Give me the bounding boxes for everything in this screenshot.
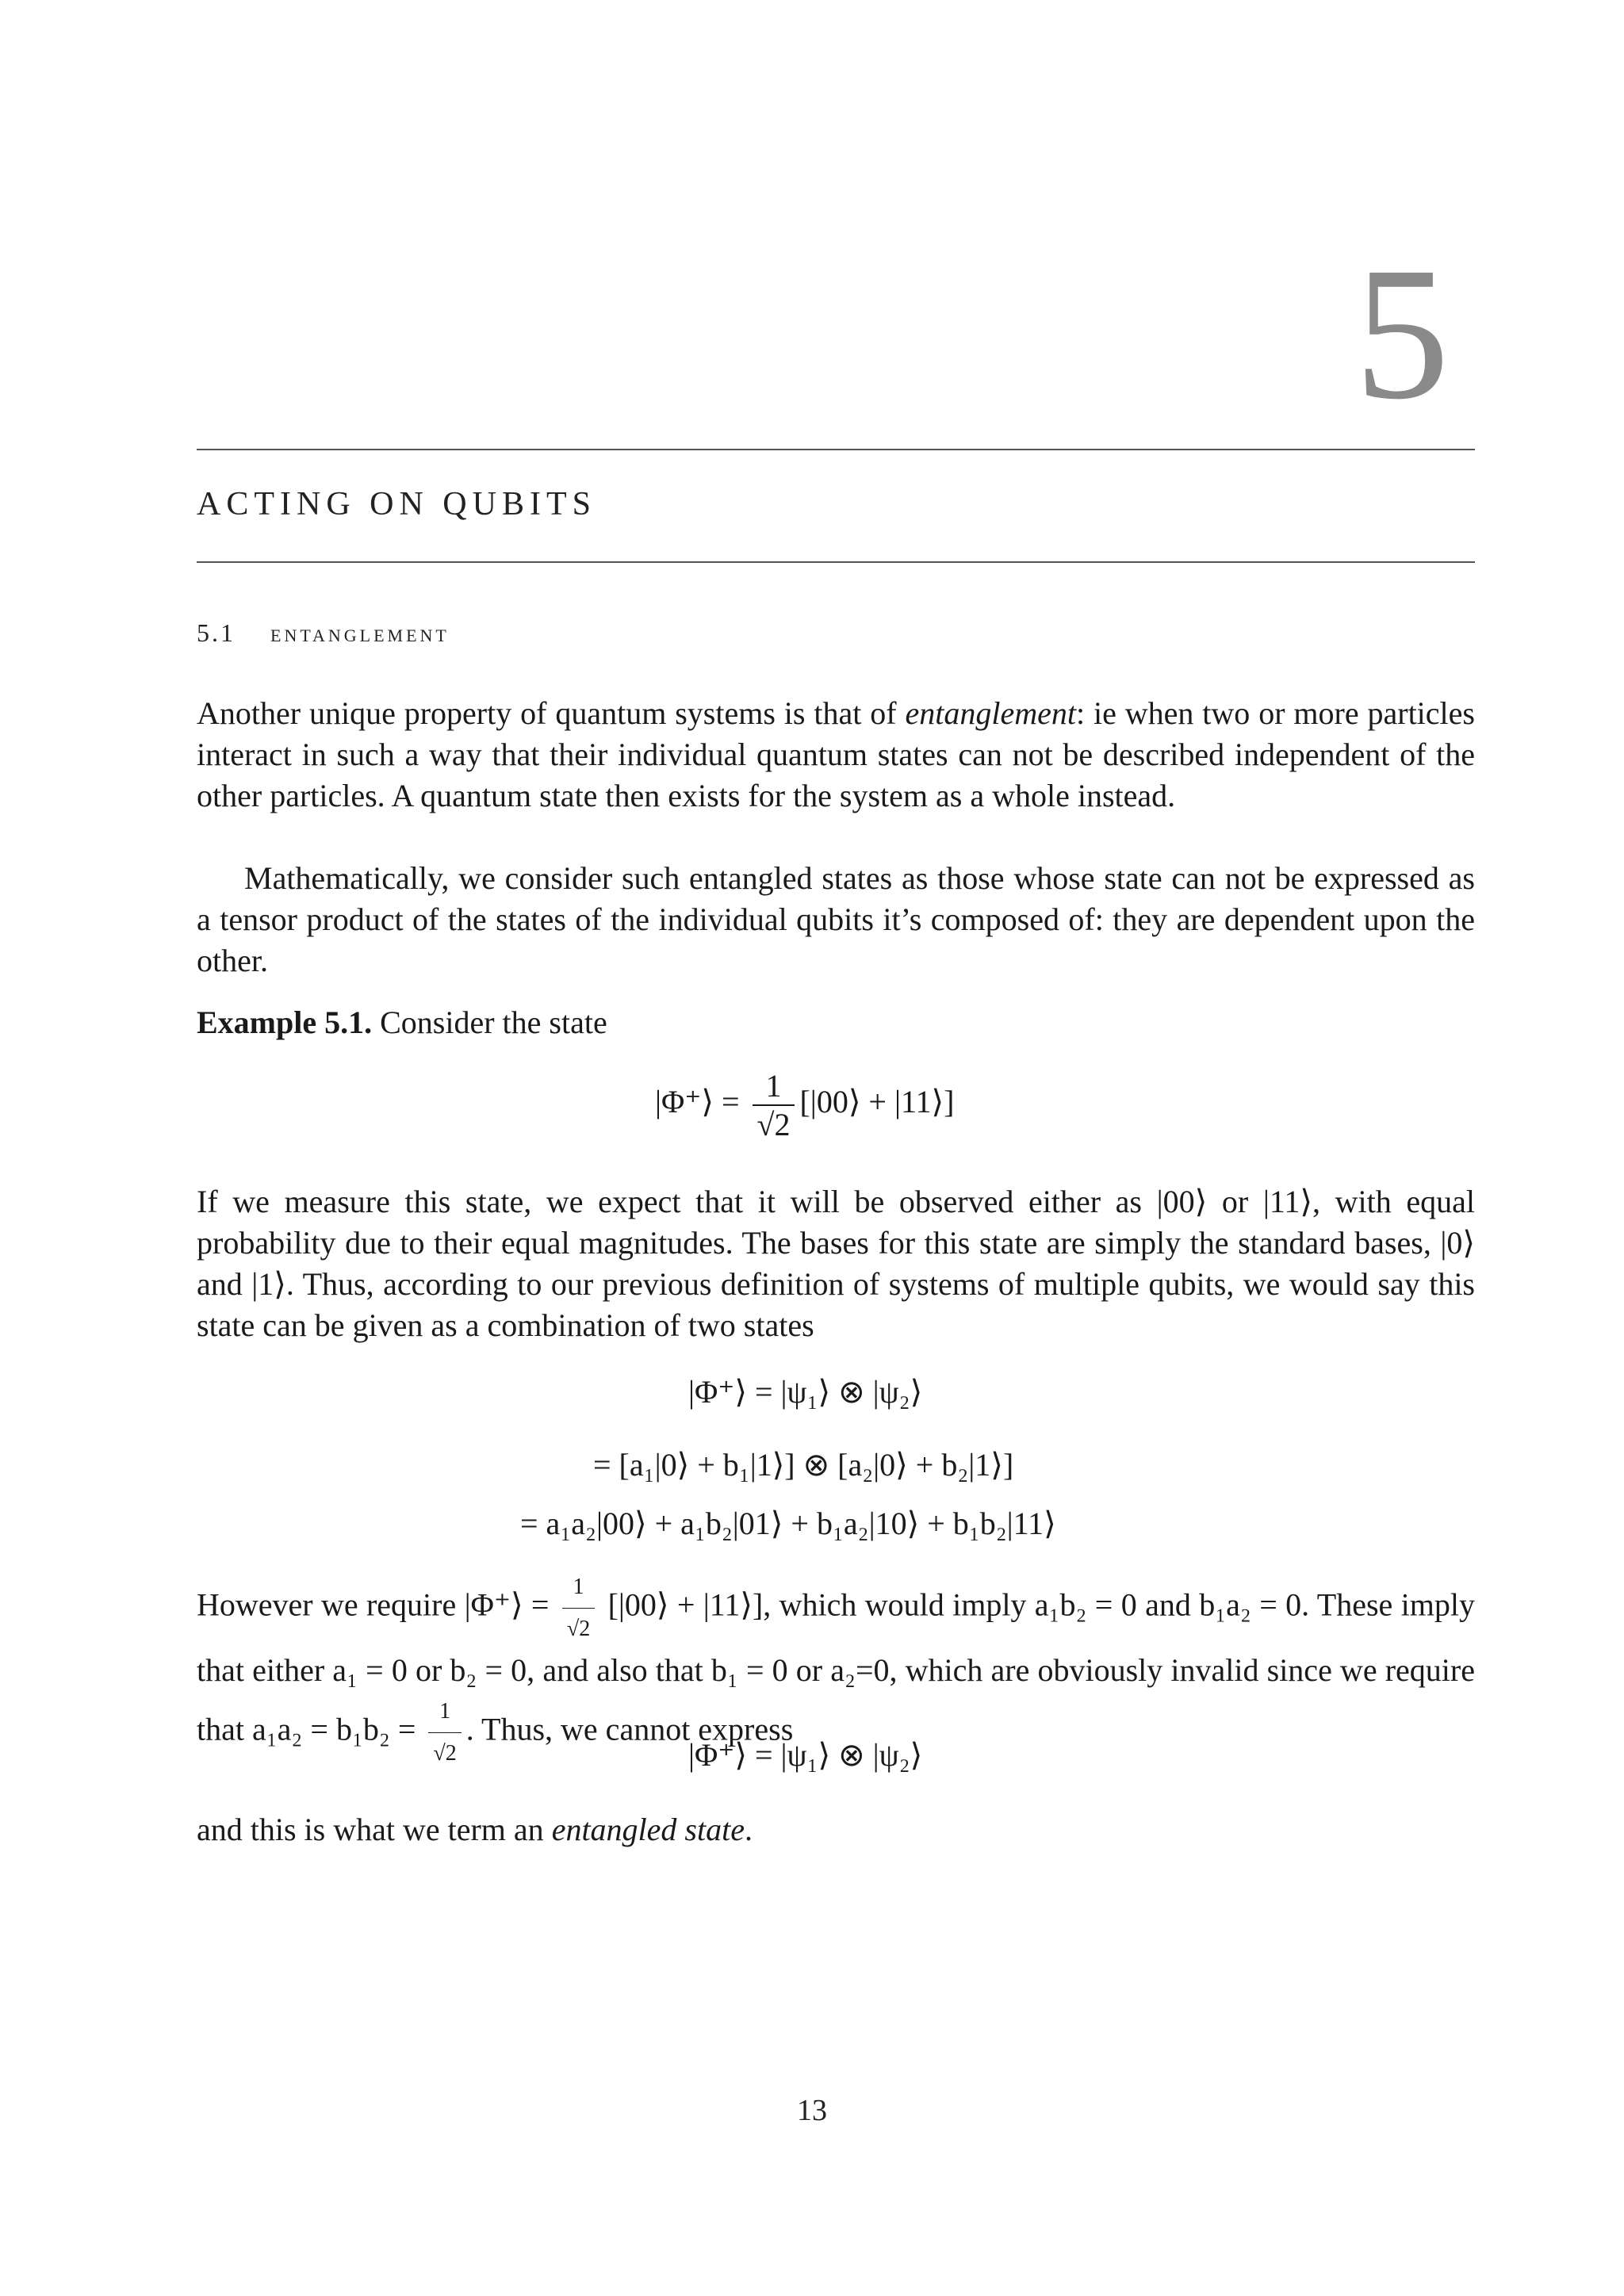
paragraph-mathematically: Mathematically, we consider such entangled states as those whose state can not be expressed as a tensor product of the states of the individual qubits it’s composed of: they are dependent upon the other.: [197, 860, 1475, 978]
equation-expansion: = [a₁|0⟩ + b₁|1⟩] ⊗ [a₂|0⟩ + b₂|1⟩]: [593, 1447, 1014, 1483]
example-label: Example 5.1.: [197, 1004, 373, 1040]
fraction-one-over-root-two: $\frac{1}{√2}$: [753, 1067, 795, 1143]
equation-phi-plus: |Φ⁺⟩ = $\frac{1}{√2}$ [|00⟩ + |11⟩]: [655, 1068, 955, 1142]
chapter-number: 5: [1354, 228, 1450, 438]
paragraph-contradiction: However we require |Φ⁺⟩ = $\frac{1}{√2}$ [|00⟩ + |11⟩], which would imply a₁b₂ = 0 and b₁a₂ = 0. These imply that either a₁ = 0 or b₂ = 0, and also that b₁ = 0 or a₂=0, which are obviously invalid since we require that a₁a₂ = b₁b₂ = $\frac{1}{√2}$ . Thus, we cannot express: [197, 1567, 1475, 1774]
paragraph-intro: Another unique property of quantum systems is that of entanglement: ie when two or more particles interact in such a way that their individual quantum states can not be described independent of the other particles. A quantum state then exists for the system as a whole instead.: [197, 695, 1475, 813]
fraction-inline-1: $\frac{1}{√2}$: [562, 1567, 595, 1650]
chapter-rule-bottom: [197, 561, 1475, 563]
section-number: 5.1: [197, 618, 236, 647]
term-entangled-state: entangled state: [551, 1812, 745, 1847]
paragraph-measurement: If we measure this state, we expect that it will be observed either as |00⟩ or |11⟩, with equal probability due to their equal magnitudes. The bases for this state are simply the standard bases, |0⟩ and |1⟩. Thus, according to our previous definition of systems of multiple qubits, we would say this state can be given as a combination of two states: [197, 1184, 1475, 1343]
equation-product-state: |Φ⁺⟩ = |ψ₁⟩ ⊗ |ψ₂⟩: [688, 1374, 923, 1410]
paragraph-conclusion: and this is what we term an entangled state.: [197, 1812, 753, 1847]
equation-cannot-express: |Φ⁺⟩ = |ψ₁⟩ ⊗ |ψ₂⟩: [688, 1737, 923, 1773]
page-number: 13: [797, 2094, 827, 2127]
section-heading: [197, 618, 450, 648]
equation-coefficients: = a₁a₂|00⟩ + a₁b₂|01⟩ + b₁a₂|10⟩ + b₁b₂|11⟩: [520, 1506, 1056, 1541]
chapter-rule-top: [197, 449, 1475, 450]
term-entanglement: entanglement: [905, 695, 1076, 731]
section-title: entanglement: [270, 618, 450, 647]
chapter-title: ACTING ON QUBITS: [197, 486, 596, 522]
fraction-inline-2: $\frac{1}{√2}$: [428, 1691, 461, 1774]
example-heading: Example 5.1. Consider the state: [197, 1004, 607, 1040]
